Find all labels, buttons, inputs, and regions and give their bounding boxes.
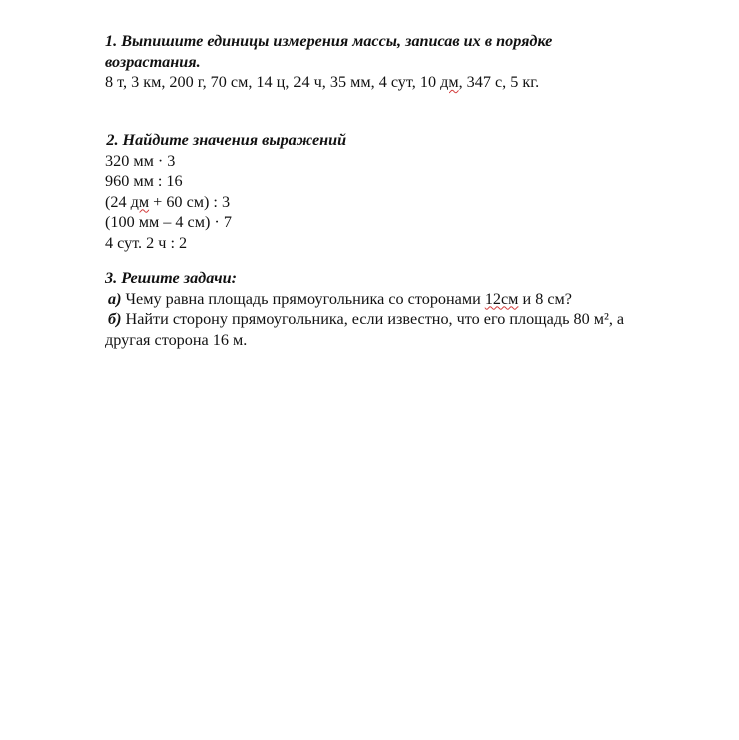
expression-3-end: + 60 см) : 3: [149, 192, 231, 211]
task-1-heading-line-2: возрастания.: [105, 52, 201, 71]
item-b-label: б): [108, 310, 122, 328]
item-a-label: а): [108, 289, 122, 308]
item-b-text-line-1: Найти сторону прямоугольника, если известно, что его площадь 80 м², а: [121, 310, 625, 328]
expression-2: 960 мм : 16: [105, 172, 183, 190]
task-1-heading-line-1: 1. Выпишите единицы измерения массы, записав их в порядке: [105, 32, 553, 50]
task-2-heading-text: 2. Найдите значения выражений: [106, 131, 347, 149]
task-3: [105, 268, 705, 350]
units-list-start: 8 т, 3 км, 200 г, 70 см, 14 ц, 24 ч, 35 мм, 4 сут, 10: [105, 73, 441, 91]
item-a-text-start: Чему равна площадь прямоугольника со сторонами: [121, 289, 485, 308]
task-3-heading: 3. Решите задачи:: [105, 269, 237, 287]
expression-3-start: (24: [105, 192, 131, 211]
task-1: [105, 31, 705, 93]
spellcheck-flagged-word[interactable]: дм: [130, 192, 150, 211]
spellcheck-flagged-word[interactable]: 12см: [484, 289, 519, 308]
expression-1: 320 мм · 3: [105, 151, 176, 170]
task-2-heading: [105, 130, 705, 151]
spellcheck-flagged-word[interactable]: дм: [440, 73, 459, 91]
task-1-units-list: [105, 72, 705, 93]
expression-5: 4 сут. 2 ч : 2: [105, 233, 188, 252]
task-3-item-b: [105, 309, 705, 330]
units-list-end: , 347 с, 5 кг.: [458, 73, 540, 91]
expression-3: [105, 192, 705, 213]
task-3-item-a: [105, 289, 705, 310]
item-a-text-end: и 8 см?: [518, 289, 572, 308]
task-2: [105, 130, 705, 253]
task-3-item-b-continued: другая сторона 16 м.: [105, 330, 248, 349]
expression-4: (100 мм – 4 см) · 7: [105, 213, 232, 231]
